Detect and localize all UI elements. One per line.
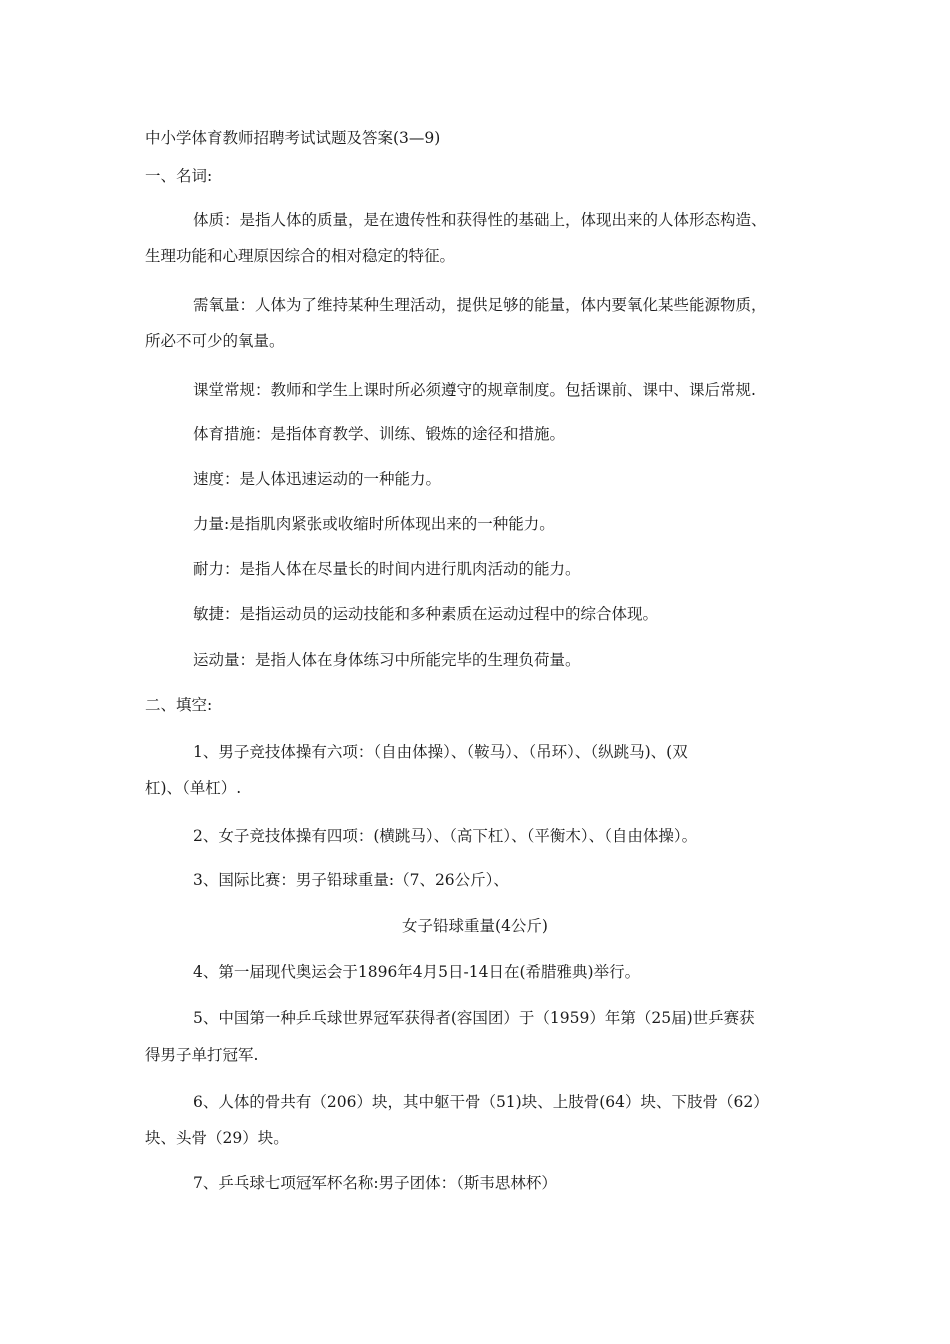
fill-in-item-continued: 杠)、（单杠）. [145, 779, 242, 797]
term-definition: 课堂常规：教师和学生上课时所必须遵守的规章制度。包括课前、课中、课后常规. [193, 381, 756, 399]
fill-in-item: 6、人体的骨共有（206）块，其中躯干骨（51)块、上肢骨(64）块、下肢骨（62） [193, 1093, 769, 1111]
fill-in-item: 4、第一届现代奥运会于1896年4月5日-14日在(希腊雅典)举行。 [193, 963, 641, 981]
term-definition: 体育措施：是指体育教学、训练、锻炼的途径和措施。 [193, 425, 566, 443]
fill-in-item: 2、女子竞技体操有四项：(横跳马）、（高下杠）、（平衡木）、（自由体操）。 [193, 827, 698, 845]
fill-in-item-continued: 块、头骨（29）块。 [145, 1129, 289, 1147]
term-definition: 体质：是指人体的质量，是在遗传性和获得性的基础上，体现出来的人体形态构造、 [193, 211, 767, 229]
section-heading-terms: 一、名词: [145, 167, 213, 185]
term-definition: 速度：是人体迅速运动的一种能力。 [193, 470, 442, 488]
fill-in-item-continued: 得男子单打冠军. [145, 1046, 259, 1064]
section-heading-fill-in: 二、填空: [145, 696, 213, 714]
fill-in-item: 5、中国第一种乒乓球世界冠军获得者(容国团）于（1959）年第（25届)世乒赛获 [193, 1009, 755, 1027]
term-definition-continued: 所必不可少的氧量。 [145, 332, 285, 350]
term-definition: 耐力：是指人体在尽量长的时间内进行肌肉活动的能力。 [193, 560, 581, 578]
fill-in-item: 3、国际比赛：男子铅球重量:（7、26公斤）、 [193, 871, 509, 889]
term-definition: 运动量：是指人体在身体练习中所能完毕的生理负荷量。 [193, 651, 581, 669]
term-definition: 敏捷：是指运动员的运动技能和多种素质在运动过程中的综合体现。 [193, 605, 659, 623]
fill-in-item: 7、乒乓球七项冠军杯名称:男子团体：（斯韦思林杯） [193, 1174, 557, 1192]
fill-in-item-continued: 女子铅球重量(4公斤) [402, 917, 548, 935]
term-definition-continued: 生理功能和心理原因综合的相对稳定的特征。 [145, 247, 456, 265]
fill-in-item: 1、男子竞技体操有六项：（自由体操）、（鞍马）、（吊环）、（纵跳马)、(双 [193, 743, 688, 761]
document-title: 中小学体育教师招聘考试试题及答案(3—9) [145, 129, 441, 147]
term-definition: 力量:是指肌肉紧张或收缩时所体现出来的一种能力。 [193, 515, 555, 533]
term-definition: 需氧量：人体为了维持某种生理活动，提供足够的能量，体内要氧化某些能源物质， [193, 296, 767, 314]
